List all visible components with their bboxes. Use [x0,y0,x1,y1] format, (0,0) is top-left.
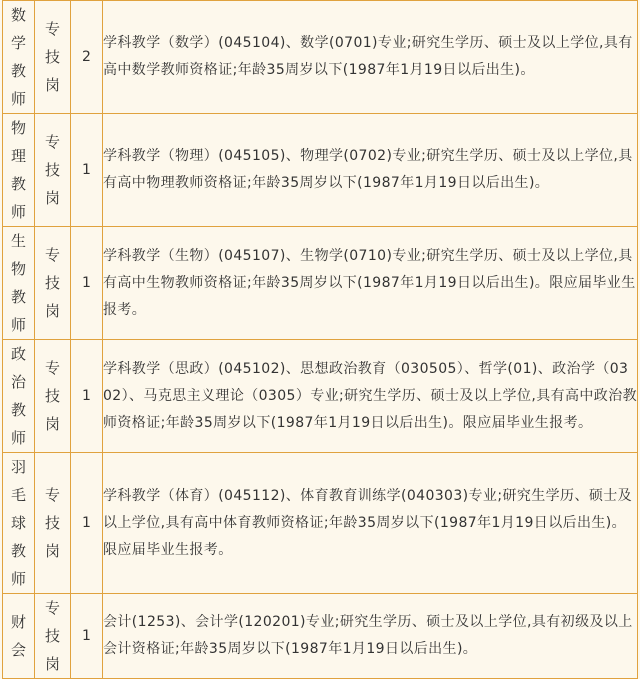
table-row [3,594,638,679]
post-type-char: 岗 [44,302,60,320]
post-type-cell [35,340,71,453]
post-type-char: 专 [44,133,60,151]
post-name-char: 师 [10,90,26,108]
requirement-cell: 学科教学（思政）(045102)、思想政治教育（030505）、哲学(01)、政治学（0302）、马克思主义理论（0305）专业;研究生学历、硕士及以上学位,具有高中政治教师资格证;年龄35周岁以下(1987年1月19日以后出生)。限应届毕业生报考。 [103,340,638,453]
post-name-char: 教 [10,175,26,193]
post-name-cell [3,340,35,453]
post-name-char: 理 [10,147,26,165]
post-type-char: 岗 [44,655,60,673]
post-type-char: 技 [44,627,60,645]
headcount-cell: 1 [71,340,103,453]
requirement-cell: 学科教学（物理）(045105)、物理学(0702)专业;研究生学历、硕士及以上学位,具有高中物理教师资格证;年龄35周岁以下(1987年1月19日以后出生)。 [103,114,638,227]
post-name-char: 球 [10,514,26,532]
post-type-cell [35,227,71,340]
post-name-char: 治 [10,373,26,391]
post-type-char: 技 [44,514,60,532]
post-name-char: 财 [10,613,26,631]
post-type-char: 岗 [44,542,60,560]
post-name-char: 物 [10,260,26,278]
post-name-char: 师 [10,316,26,334]
headcount-cell: 1 [71,453,103,594]
post-type-char: 技 [44,48,60,66]
requirement-cell: 学科教学（体育）(045112)、体育教育训练学(040303)专业;研究生学历、硕士及以上学位,具有高中体育教师资格证;年龄35周岁以下(1987年1月19日以后出生)。限应届毕业生报考。 [103,453,638,594]
table-row [3,114,638,227]
post-name-char: 教 [10,288,26,306]
post-type-char: 技 [44,387,60,405]
post-name-char: 教 [10,62,26,80]
post-name-cell [3,594,35,679]
post-name-char: 师 [10,429,26,447]
post-name-char: 生 [10,232,26,250]
post-type-char: 岗 [44,415,60,433]
headcount-cell: 1 [71,594,103,679]
post-type-char: 专 [44,246,60,264]
post-name-char: 数 [10,6,26,24]
table-row [3,1,638,114]
post-name-char: 教 [10,542,26,560]
table-row [3,340,638,453]
post-type-char: 专 [44,359,60,377]
post-name-char: 师 [10,570,26,588]
post-name-char: 师 [10,203,26,221]
post-name-char: 毛 [10,486,26,504]
post-type-char: 专 [44,20,60,38]
headcount-cell: 1 [71,227,103,340]
post-name-char: 学 [10,34,26,52]
headcount-cell: 2 [71,1,103,114]
post-type-cell [35,453,71,594]
requirement-cell: 学科教学（生物）(045107)、生物学(0710)专业;研究生学历、硕士及以上学位,具有高中生物教师资格证;年龄35周岁以下(1987年1月19日以后出生)。限应届毕业生报考。 [103,227,638,340]
job-requirements-table [2,0,638,679]
post-type-char: 技 [44,161,60,179]
table-row [3,453,638,594]
post-name-char: 物 [10,119,26,137]
post-type-char: 岗 [44,189,60,207]
post-name-cell [3,227,35,340]
table-row [3,227,638,340]
post-name-char: 教 [10,401,26,419]
post-type-char: 岗 [44,76,60,94]
post-name-cell [3,453,35,594]
post-name-char: 会 [10,641,26,659]
post-name-cell [3,114,35,227]
post-type-char: 专 [44,599,60,617]
post-type-cell [35,114,71,227]
post-name-cell [3,1,35,114]
post-type-cell [35,1,71,114]
post-name-char: 羽 [10,458,26,476]
post-name-char: 政 [10,345,26,363]
post-type-cell [35,594,71,679]
requirement-cell: 会计(1253)、会计学(120201)专业;研究生学历、硕士及以上学位,具有初级及以上会计资格证;年龄35周岁以下(1987年1月19日以后出生)。 [103,594,638,679]
post-type-char: 专 [44,486,60,504]
headcount-cell: 1 [71,114,103,227]
requirement-cell: 学科教学（数学）(045104)、数学(0701)专业;研究生学历、硕士及以上学位,具有高中数学教师资格证;年龄35周岁以下(1987年1月19日以后出生)。 [103,1,638,114]
post-type-char: 技 [44,274,60,292]
